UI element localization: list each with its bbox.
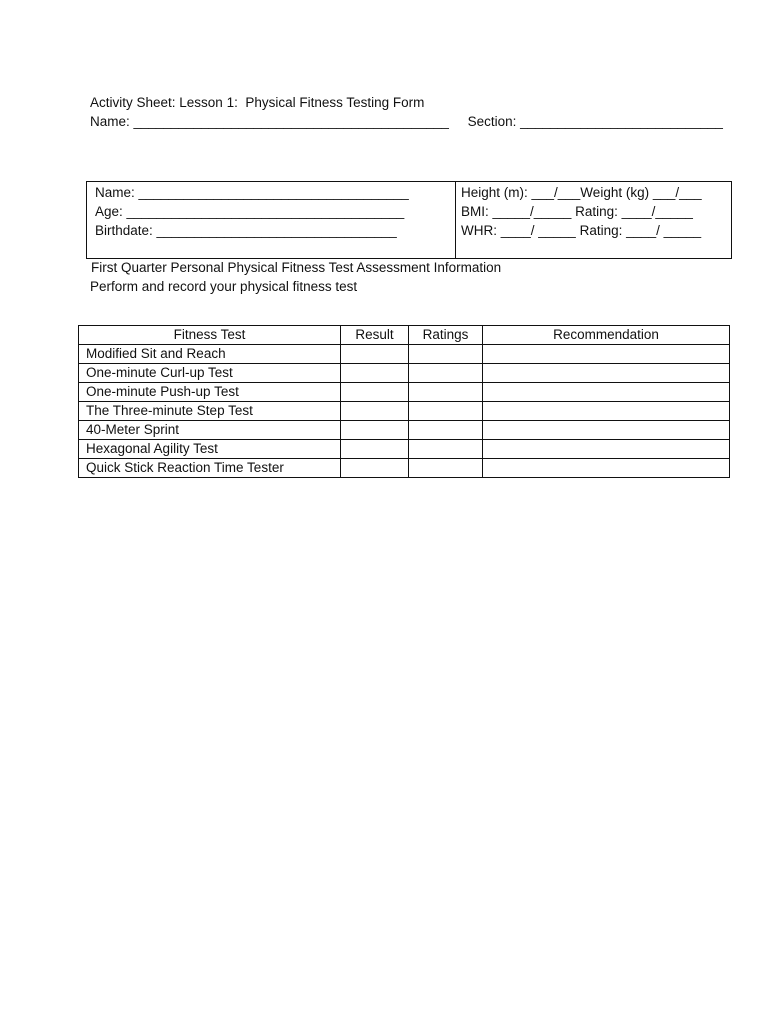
table-row	[79, 364, 730, 383]
result-cell[interactable]	[341, 364, 409, 383]
fitness-test-name: One-minute Push-up Test	[79, 383, 341, 402]
height-weight-field[interactable]: Height (m): ___/___Weight (kg) ___/___	[461, 185, 702, 200]
birthdate-field[interactable]: Birthdate: ________________________________	[95, 223, 397, 238]
col-header-ratings: Ratings	[409, 326, 483, 345]
table-row	[79, 440, 730, 459]
name-section-line[interactable]: Name: __________________________________________ Section: ___________________________	[90, 114, 723, 129]
ratings-cell[interactable]	[409, 364, 483, 383]
table-row	[79, 383, 730, 402]
result-cell[interactable]	[341, 345, 409, 364]
student-info-left	[95, 183, 409, 258]
ratings-cell[interactable]	[409, 421, 483, 440]
ratings-cell[interactable]	[409, 383, 483, 402]
fitness-test-name: Quick Stick Reaction Time Tester	[79, 459, 341, 478]
result-cell[interactable]	[341, 421, 409, 440]
box-divider	[455, 182, 456, 258]
table-row	[79, 402, 730, 421]
recommendation-cell[interactable]	[483, 364, 730, 383]
table-row	[79, 345, 730, 364]
fitness-test-name: 40-Meter Sprint	[79, 421, 341, 440]
col-header-result: Result	[341, 326, 409, 345]
col-header-fitness-test: Fitness Test	[79, 326, 341, 345]
assessment-instruction: Perform and record your physical fitness test	[90, 279, 358, 294]
fitness-test-name: Modified Sit and Reach	[79, 345, 341, 364]
result-cell[interactable]	[341, 440, 409, 459]
fitness-test-table	[78, 325, 730, 478]
ratings-cell[interactable]	[409, 345, 483, 364]
student-info-right	[461, 183, 702, 258]
result-cell[interactable]	[341, 402, 409, 421]
result-cell[interactable]	[341, 383, 409, 402]
table-header-row	[79, 326, 730, 345]
fitness-test-name: The Three-minute Step Test	[79, 402, 341, 421]
col-header-recommendation: Recommendation	[483, 326, 730, 345]
table-row	[79, 421, 730, 440]
assessment-heading: First Quarter Personal Physical Fitness Test Assessment Information	[91, 260, 502, 275]
ratings-cell[interactable]	[409, 402, 483, 421]
result-cell[interactable]	[341, 459, 409, 478]
ratings-cell[interactable]	[409, 440, 483, 459]
fitness-test-name: Hexagonal Agility Test	[79, 440, 341, 459]
recommendation-cell[interactable]	[483, 402, 730, 421]
student-info-box	[86, 181, 732, 259]
recommendation-cell[interactable]	[483, 383, 730, 402]
name-field[interactable]: Name: ____________________________________	[95, 185, 409, 200]
recommendation-cell[interactable]	[483, 440, 730, 459]
bmi-field[interactable]: BMI: _____/_____ Rating: ____/_____	[461, 204, 693, 219]
table-row	[79, 459, 730, 478]
recommendation-cell[interactable]	[483, 459, 730, 478]
form-title: Activity Sheet: Lesson 1: Physical Fitness Testing Form	[90, 95, 425, 110]
ratings-cell[interactable]	[409, 459, 483, 478]
fitness-test-name: One-minute Curl-up Test	[79, 364, 341, 383]
recommendation-cell[interactable]	[483, 421, 730, 440]
age-field[interactable]: Age: _____________________________________	[95, 204, 405, 219]
whr-field[interactable]: WHR: ____/ _____ Rating: ____/ _____	[461, 223, 702, 238]
recommendation-cell[interactable]	[483, 345, 730, 364]
